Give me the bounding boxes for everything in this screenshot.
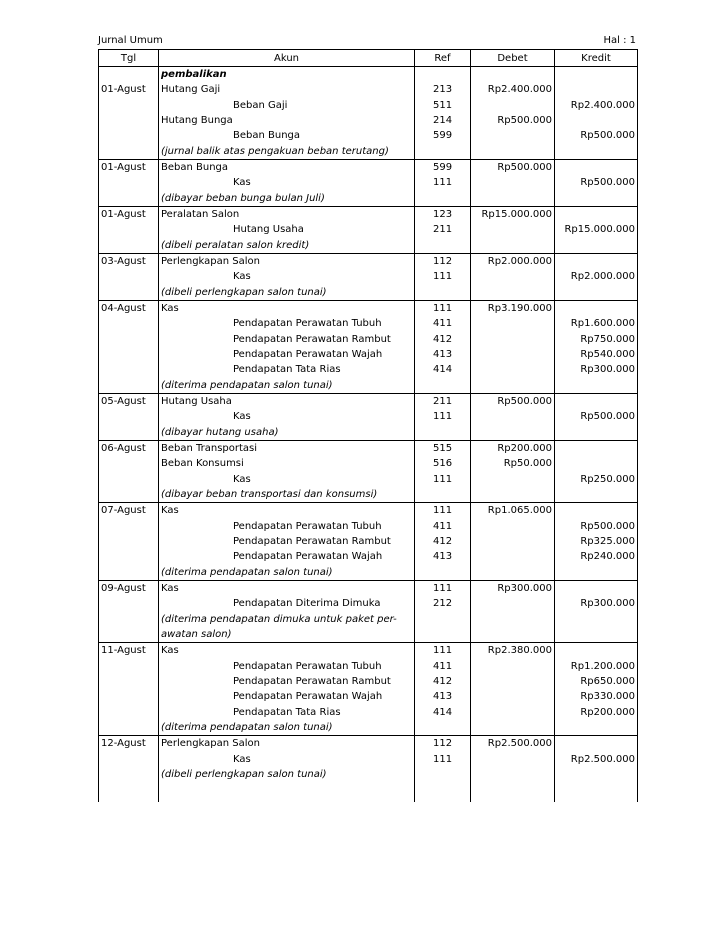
empty-cell	[555, 782, 638, 802]
entry-date	[99, 269, 159, 284]
account-ref: 412	[415, 534, 471, 549]
debit-amount	[471, 627, 555, 643]
credit-amount	[555, 206, 638, 222]
account-name: Kas	[159, 472, 415, 487]
account-name: (dibayar beban bunga bulan Juli)	[159, 191, 415, 207]
credit-amount	[555, 67, 638, 83]
journal-row	[99, 128, 638, 143]
debit-amount	[471, 269, 555, 284]
credit-amount: Rp650.000	[555, 674, 638, 689]
entry-date	[99, 238, 159, 254]
debit-amount	[471, 596, 555, 611]
debit-amount: Rp300.000	[471, 580, 555, 596]
debit-amount	[471, 674, 555, 689]
entry-date: 12-Agust	[99, 736, 159, 752]
debit-amount	[471, 128, 555, 143]
debit-amount	[471, 689, 555, 704]
journal-row	[99, 144, 638, 160]
account-ref: 516	[415, 456, 471, 471]
credit-amount: Rp325.000	[555, 534, 638, 549]
entry-date	[99, 487, 159, 503]
debit-amount	[471, 487, 555, 503]
entry-date	[99, 378, 159, 394]
account-ref	[415, 767, 471, 782]
credit-amount: Rp250.000	[555, 472, 638, 487]
credit-amount: Rp540.000	[555, 347, 638, 362]
debit-amount	[471, 409, 555, 424]
credit-amount	[555, 425, 638, 441]
journal-row	[99, 175, 638, 190]
journal-row	[99, 206, 638, 222]
debit-amount	[471, 347, 555, 362]
debit-amount	[471, 519, 555, 534]
entry-date	[99, 596, 159, 611]
entry-date	[99, 316, 159, 331]
credit-amount: Rp300.000	[555, 596, 638, 611]
account-ref: 123	[415, 206, 471, 222]
account-ref: 599	[415, 159, 471, 175]
empty-cell	[99, 782, 159, 802]
journal-row	[99, 519, 638, 534]
entry-date	[99, 549, 159, 564]
entry-date	[99, 98, 159, 113]
credit-amount	[555, 611, 638, 626]
journal-row	[99, 736, 638, 752]
journal-row	[99, 627, 638, 643]
debit-amount	[471, 472, 555, 487]
journal-row	[99, 98, 638, 113]
credit-amount	[555, 580, 638, 596]
entry-date	[99, 704, 159, 719]
journal-row	[99, 565, 638, 581]
account-name: Pendapatan Perawatan Rambut	[159, 332, 415, 347]
account-name: Beban Transportasi	[159, 440, 415, 456]
journal-row	[99, 751, 638, 766]
debit-amount	[471, 191, 555, 207]
entry-date	[99, 67, 159, 83]
credit-amount: Rp1.200.000	[555, 658, 638, 673]
journal-table-body	[99, 67, 638, 803]
debit-amount	[471, 222, 555, 237]
journal-row	[99, 674, 638, 689]
credit-amount	[555, 565, 638, 581]
debit-amount	[471, 175, 555, 190]
account-ref: 212	[415, 596, 471, 611]
account-name: Hutang Usaha	[159, 393, 415, 409]
debit-amount: Rp1.065.000	[471, 503, 555, 519]
empty-cell	[415, 782, 471, 802]
journal-row	[99, 720, 638, 736]
account-name: Kas	[159, 300, 415, 316]
account-name: Beban Konsumsi	[159, 456, 415, 471]
account-ref: 111	[415, 751, 471, 766]
credit-amount: Rp500.000	[555, 519, 638, 534]
account-name: Pendapatan Perawatan Rambut	[159, 674, 415, 689]
journal-row	[99, 456, 638, 471]
journal-table-header	[99, 50, 638, 67]
account-name: Beban Bunga	[159, 128, 415, 143]
account-ref: 411	[415, 519, 471, 534]
debit-amount: Rp200.000	[471, 440, 555, 456]
entry-date	[99, 347, 159, 362]
journal-row	[99, 689, 638, 704]
journal-row	[99, 549, 638, 564]
journal-row	[99, 285, 638, 301]
account-name: Pendapatan Perawatan Rambut	[159, 534, 415, 549]
entry-date	[99, 627, 159, 643]
account-ref: 112	[415, 736, 471, 752]
account-ref: 112	[415, 253, 471, 269]
account-name: Pendapatan Perawatan Tubuh	[159, 519, 415, 534]
account-ref: 111	[415, 175, 471, 190]
debit-amount	[471, 362, 555, 377]
debit-amount: Rp3.190.000	[471, 300, 555, 316]
entry-date	[99, 565, 159, 581]
account-ref: 413	[415, 689, 471, 704]
col-header-kredit: Kredit	[555, 50, 638, 67]
journal-row	[99, 393, 638, 409]
account-ref	[415, 67, 471, 83]
debit-amount	[471, 720, 555, 736]
credit-amount	[555, 643, 638, 659]
account-ref: 111	[415, 472, 471, 487]
account-ref	[415, 378, 471, 394]
account-ref: 214	[415, 113, 471, 128]
entry-date	[99, 191, 159, 207]
credit-amount	[555, 393, 638, 409]
debit-amount: Rp2.000.000	[471, 253, 555, 269]
account-ref	[415, 565, 471, 581]
account-ref: 599	[415, 128, 471, 143]
account-name: Kas	[159, 409, 415, 424]
entry-date	[99, 332, 159, 347]
account-ref: 414	[415, 704, 471, 719]
account-name: Beban Gaji	[159, 98, 415, 113]
journal-row	[99, 222, 638, 237]
journal-row	[99, 440, 638, 456]
journal-row	[99, 316, 638, 331]
account-name: Pendapatan Perawatan Wajah	[159, 347, 415, 362]
header-row	[99, 50, 638, 67]
journal-row	[99, 67, 638, 83]
credit-amount: Rp2.400.000	[555, 98, 638, 113]
account-ref	[415, 611, 471, 626]
account-ref: 411	[415, 658, 471, 673]
col-header-debet: Debet	[471, 50, 555, 67]
debit-amount	[471, 767, 555, 782]
entry-date	[99, 674, 159, 689]
account-name: (diterima pendapatan salon tunai)	[159, 565, 415, 581]
credit-amount	[555, 300, 638, 316]
credit-amount	[555, 144, 638, 160]
debit-amount	[471, 704, 555, 719]
account-name: (dibeli peralatan salon kredit)	[159, 238, 415, 254]
journal-row	[99, 658, 638, 673]
journal-row	[99, 253, 638, 269]
debit-amount	[471, 611, 555, 626]
account-name: Pendapatan Perawatan Wajah	[159, 549, 415, 564]
debit-amount: Rp2.400.000	[471, 82, 555, 97]
debit-amount	[471, 378, 555, 394]
journal-row	[99, 643, 638, 659]
account-name: Hutang Bunga	[159, 113, 415, 128]
account-name: pembalikan	[159, 67, 415, 83]
debit-amount: Rp500.000	[471, 393, 555, 409]
account-name: (diterima pendapatan salon tunai)	[159, 378, 415, 394]
credit-amount: Rp500.000	[555, 409, 638, 424]
debit-amount	[471, 549, 555, 564]
journal-row	[99, 191, 638, 207]
account-name: Kas	[159, 503, 415, 519]
account-ref: 111	[415, 580, 471, 596]
journal-table	[98, 49, 638, 802]
account-name: Kas	[159, 175, 415, 190]
credit-amount: Rp300.000	[555, 362, 638, 377]
empty-cell	[471, 782, 555, 802]
entry-date	[99, 285, 159, 301]
debit-amount	[471, 98, 555, 113]
entry-date	[99, 689, 159, 704]
account-ref: 111	[415, 643, 471, 659]
credit-amount	[555, 736, 638, 752]
account-name: Pendapatan Perawatan Tubuh	[159, 316, 415, 331]
account-name: Pendapatan Tata Rias	[159, 704, 415, 719]
credit-amount	[555, 285, 638, 301]
journal-row	[99, 347, 638, 362]
account-name: Pendapatan Perawatan Tubuh	[159, 658, 415, 673]
credit-amount	[555, 627, 638, 643]
credit-amount: Rp500.000	[555, 175, 638, 190]
journal-row	[99, 269, 638, 284]
account-name: Peralatan Salon	[159, 206, 415, 222]
account-ref: 412	[415, 674, 471, 689]
credit-amount: Rp1.600.000	[555, 316, 638, 331]
entry-date: 09-Agust	[99, 580, 159, 596]
credit-amount	[555, 503, 638, 519]
journal-row	[99, 409, 638, 424]
credit-amount	[555, 456, 638, 471]
entry-date	[99, 456, 159, 471]
entry-date	[99, 751, 159, 766]
account-name: Perlengkapan Salon	[159, 736, 415, 752]
credit-amount	[555, 82, 638, 97]
journal-row	[99, 472, 638, 487]
entry-date	[99, 175, 159, 190]
account-ref: 413	[415, 347, 471, 362]
entry-date: 01-Agust	[99, 206, 159, 222]
entry-date: 05-Agust	[99, 393, 159, 409]
debit-amount	[471, 658, 555, 673]
debit-amount: Rp500.000	[471, 113, 555, 128]
credit-amount: Rp750.000	[555, 332, 638, 347]
entry-date: 03-Agust	[99, 253, 159, 269]
debit-amount: Rp2.380.000	[471, 643, 555, 659]
journal-row-empty	[99, 782, 638, 802]
journal-row	[99, 362, 638, 377]
account-name: Kas	[159, 643, 415, 659]
journal-row	[99, 704, 638, 719]
account-ref: 414	[415, 362, 471, 377]
account-name: Hutang Gaji	[159, 82, 415, 97]
journal-row	[99, 534, 638, 549]
journal-row	[99, 332, 638, 347]
journal-row	[99, 596, 638, 611]
entry-date	[99, 658, 159, 673]
account-name: (dibayar beban transportasi dan konsumsi)	[159, 487, 415, 503]
entry-date	[99, 425, 159, 441]
debit-amount	[471, 534, 555, 549]
account-ref	[415, 627, 471, 643]
journal-row	[99, 300, 638, 316]
journal-row	[99, 611, 638, 626]
journal-row	[99, 487, 638, 503]
account-name: Kas	[159, 269, 415, 284]
account-name: Pendapatan Diterima Dimuka	[159, 596, 415, 611]
account-ref: 411	[415, 316, 471, 331]
entry-date: 07-Agust	[99, 503, 159, 519]
account-name: Hutang Usaha	[159, 222, 415, 237]
entry-date	[99, 144, 159, 160]
entry-date	[99, 534, 159, 549]
account-ref: 111	[415, 269, 471, 284]
entry-date	[99, 767, 159, 782]
entry-date: 06-Agust	[99, 440, 159, 456]
debit-amount	[471, 144, 555, 160]
account-name: (dibeli perlengkapan salon tunai)	[159, 767, 415, 782]
credit-amount	[555, 767, 638, 782]
account-name: Beban Bunga	[159, 159, 415, 175]
account-ref: 211	[415, 222, 471, 237]
account-ref: 515	[415, 440, 471, 456]
entry-date: 01-Agust	[99, 82, 159, 97]
account-ref: 111	[415, 300, 471, 316]
journal-row	[99, 159, 638, 175]
page-number: Hal : 1	[603, 35, 636, 46]
account-name: Perlengkapan Salon	[159, 253, 415, 269]
entry-date	[99, 720, 159, 736]
debit-amount	[471, 332, 555, 347]
credit-amount	[555, 191, 638, 207]
entry-date	[99, 472, 159, 487]
credit-amount	[555, 720, 638, 736]
credit-amount	[555, 253, 638, 269]
credit-amount: Rp15.000.000	[555, 222, 638, 237]
entry-date: 01-Agust	[99, 159, 159, 175]
entry-date	[99, 519, 159, 534]
credit-amount: Rp500.000	[555, 128, 638, 143]
credit-amount: Rp2.000.000	[555, 269, 638, 284]
account-ref: 211	[415, 393, 471, 409]
entry-date	[99, 409, 159, 424]
account-ref	[415, 238, 471, 254]
account-name: (diterima pendapatan salon tunai)	[159, 720, 415, 736]
debit-amount: Rp2.500.000	[471, 736, 555, 752]
account-ref	[415, 285, 471, 301]
col-header-akun: Akun	[159, 50, 415, 67]
empty-cell	[159, 782, 415, 802]
account-ref	[415, 144, 471, 160]
debit-amount	[471, 67, 555, 83]
account-name: (jurnal balik atas pengakuan beban terutang)	[159, 144, 415, 160]
account-ref	[415, 720, 471, 736]
credit-amount	[555, 159, 638, 175]
credit-amount	[555, 440, 638, 456]
credit-amount: Rp330.000	[555, 689, 638, 704]
journal-row	[99, 238, 638, 254]
col-header-tgl: Tgl	[99, 50, 159, 67]
account-ref: 213	[415, 82, 471, 97]
entry-date	[99, 113, 159, 128]
journal-row	[99, 113, 638, 128]
account-ref	[415, 487, 471, 503]
debit-amount	[471, 425, 555, 441]
account-ref: 412	[415, 332, 471, 347]
account-ref: 413	[415, 549, 471, 564]
journal-row	[99, 767, 638, 782]
account-name: Kas	[159, 751, 415, 766]
account-ref	[415, 425, 471, 441]
credit-amount	[555, 238, 638, 254]
journal-row	[99, 82, 638, 97]
credit-amount: Rp200.000	[555, 704, 638, 719]
account-name: awatan salon)	[159, 627, 415, 643]
col-header-ref: Ref	[415, 50, 471, 67]
account-name: Pendapatan Tata Rias	[159, 362, 415, 377]
credit-amount	[555, 487, 638, 503]
entry-date	[99, 222, 159, 237]
debit-amount	[471, 751, 555, 766]
account-name: (diterima pendapatan dimuka untuk paket per-	[159, 611, 415, 626]
credit-amount	[555, 113, 638, 128]
debit-amount	[471, 565, 555, 581]
journal-row	[99, 503, 638, 519]
credit-amount	[555, 378, 638, 394]
debit-amount: Rp50.000	[471, 456, 555, 471]
account-name: Kas	[159, 580, 415, 596]
debit-amount	[471, 238, 555, 254]
entry-date: 04-Agust	[99, 300, 159, 316]
journal-title: Jurnal Umum	[98, 35, 163, 46]
account-ref	[415, 191, 471, 207]
account-ref: 511	[415, 98, 471, 113]
journal-row	[99, 580, 638, 596]
debit-amount	[471, 316, 555, 331]
journal-row	[99, 378, 638, 394]
entry-date	[99, 611, 159, 626]
entry-date	[99, 128, 159, 143]
account-ref: 111	[415, 409, 471, 424]
debit-amount: Rp500.000	[471, 159, 555, 175]
account-ref: 111	[415, 503, 471, 519]
entry-date: 11-Agust	[99, 643, 159, 659]
debit-amount: Rp15.000.000	[471, 206, 555, 222]
journal-row	[99, 425, 638, 441]
account-name: Pendapatan Perawatan Wajah	[159, 689, 415, 704]
account-name: (dibeli perlengkapan salon tunai)	[159, 285, 415, 301]
account-name: (dibayar hutang usaha)	[159, 425, 415, 441]
credit-amount: Rp240.000	[555, 549, 638, 564]
credit-amount: Rp2.500.000	[555, 751, 638, 766]
entry-date	[99, 362, 159, 377]
debit-amount	[471, 285, 555, 301]
